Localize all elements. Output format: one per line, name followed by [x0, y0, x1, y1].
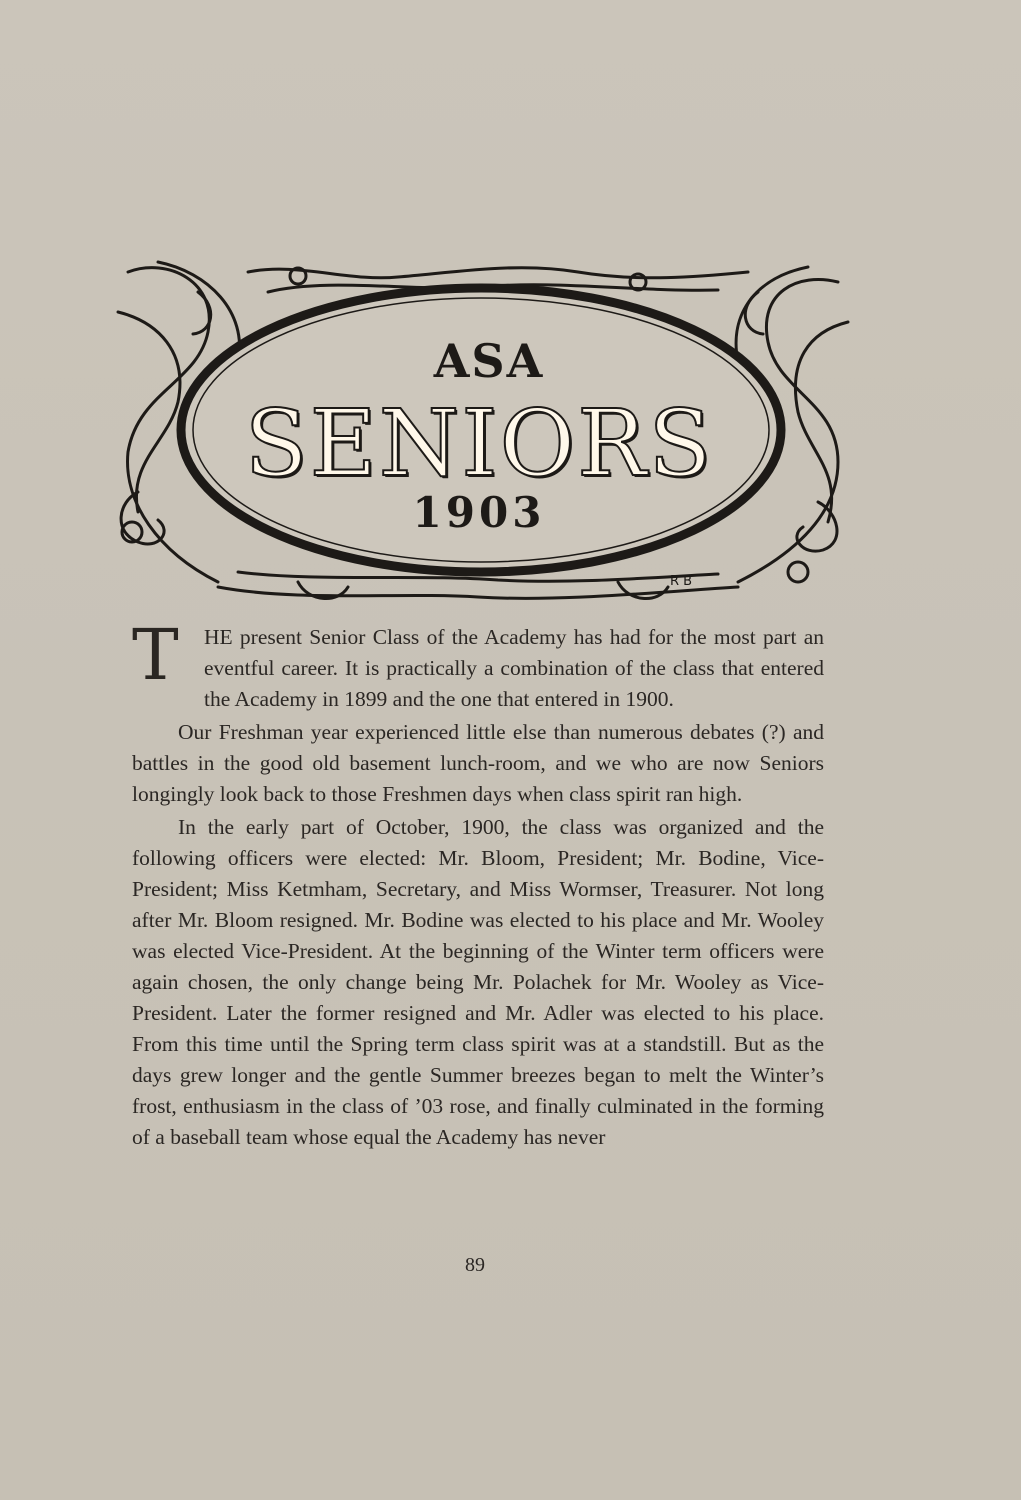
page-number: 89 [465, 1254, 485, 1276]
seniors-ornamental-banner [98, 252, 860, 614]
paragraph-1 [132, 614, 824, 715]
banner-year: 1903 [412, 488, 546, 537]
drop-cap-initial: T [132, 614, 179, 696]
paragraph-1-text: HE present Senior Class of the Academy has had for the most part an eventful career. It is practically a combination of the class that entered the Academy in 1899 and the one that entered in 1900. [204, 625, 824, 711]
banner-title: SENIORS [244, 390, 714, 497]
paragraph-3: In the early part of October, 1900, the class was organized and the following officers were elected: Mr. Bloom, President; Mr. Bodine, Vice-President; Miss Ketmham, Secretary, and Miss Wormser, Treasurer. Not long after Mr. Bloom resigned. Mr. Bodine was elected to his place and Mr. Wooley was elected Vice-President. At the beginning of the Winter term officers were again chosen, the only change being Mr. Polachek for Mr. Wooley as Vice-President. Later the former resigned and Mr. Adler was elected to his place. From this time until the Spring term class spirit was at a standstill. But as the days grew longer and the gentle Summer breezes began to melt the Winter’s frost, enthusiasm in the class of ’03 rose, and finally culminated in the forming of a baseball team whose equal the Academy has never [132, 815, 824, 1149]
article-body [132, 614, 824, 1155]
paragraph-2: Our Freshman year experienced little else than numerous debates (?) and battles in the good old basement lunch-room, and we who are now Seniors longingly look back to those Freshmen days when class spirit ran high. [132, 720, 824, 806]
banner-initials: ASA [433, 334, 545, 388]
artist-monogram: R B [670, 574, 693, 589]
